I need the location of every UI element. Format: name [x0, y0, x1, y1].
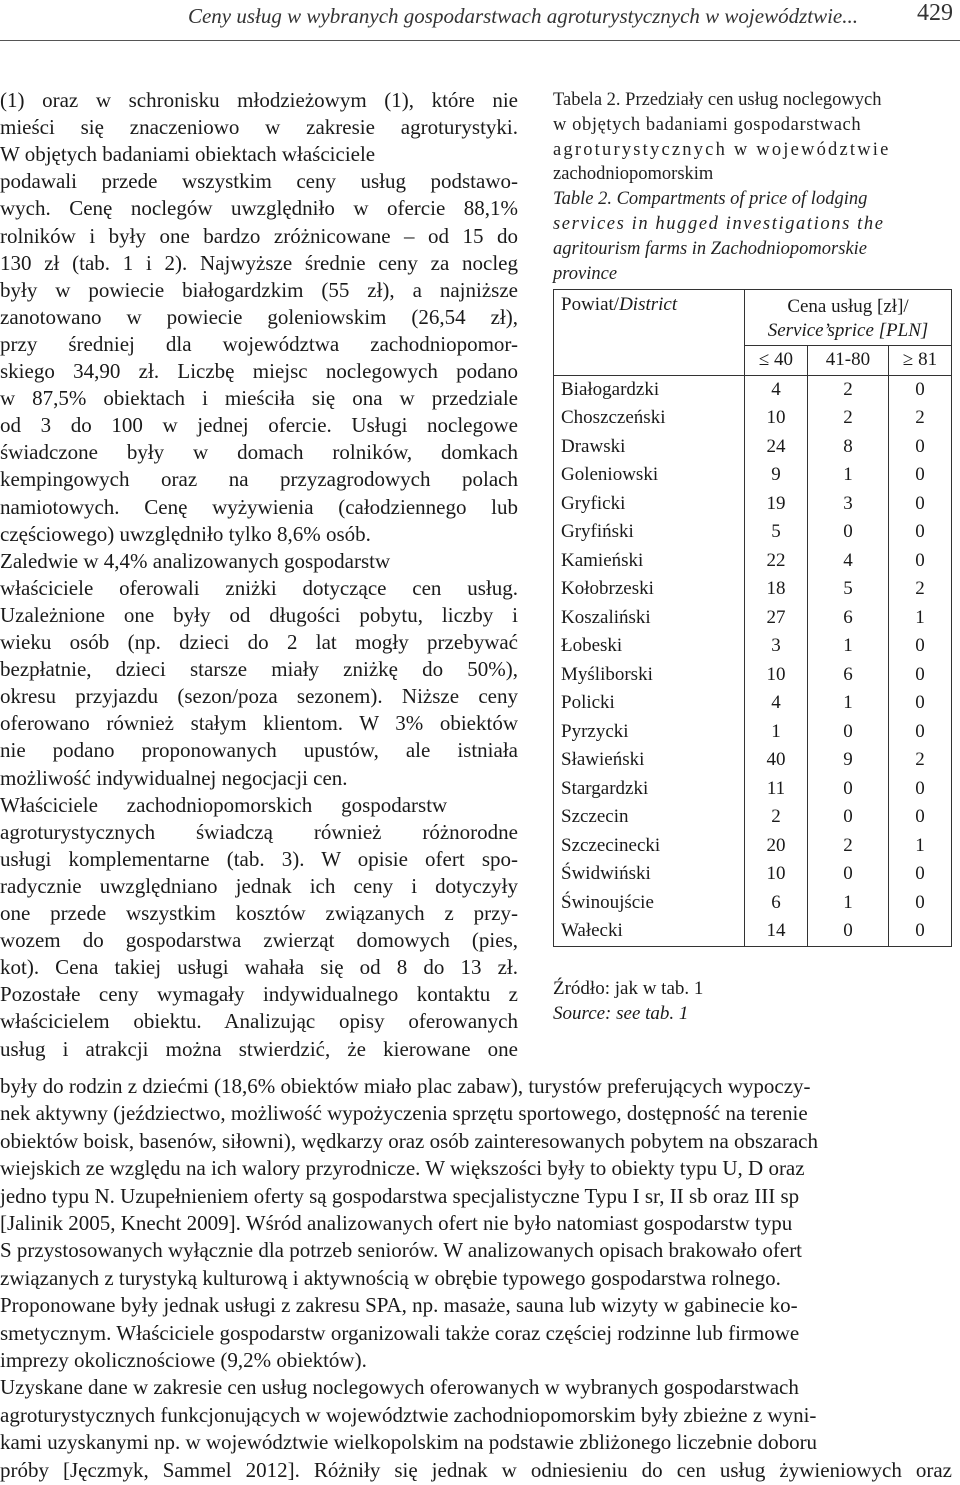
- count-cell: 14: [745, 917, 808, 946]
- header-district-en: District: [619, 294, 678, 315]
- caption-pl-line: w objętych badaniami gospodarstwach: [553, 114, 862, 135]
- count-cell: 1: [889, 604, 952, 633]
- header-price: [745, 290, 952, 346]
- count-cell: 0: [889, 917, 952, 946]
- text-line: usługi komplementarne (tab. 3). W opisie ofert spo-: [0, 846, 518, 871]
- text-line: skiego 34,90 zł. Liczbę miejsc noclegowych podano: [0, 359, 518, 383]
- district-name: Białogardzki: [554, 375, 745, 404]
- district-name: Świnoujście: [554, 889, 745, 918]
- count-cell: 1: [745, 718, 808, 747]
- text-line: Właściciele zachodniopomorskich gospodarstw: [0, 792, 448, 817]
- district-name: Stargardzki: [554, 775, 745, 804]
- district-name: Kołobrzeski: [554, 575, 745, 604]
- table-row: [554, 461, 952, 490]
- district-name: Policki: [554, 689, 745, 718]
- count-cell: 0: [889, 375, 952, 404]
- count-cell: 9: [745, 461, 808, 490]
- text-line: właściciele oferowali zniżki dotyczące cen usług.: [0, 575, 518, 600]
- table-row: [554, 889, 952, 918]
- text-line: wozem do gospodarstwa zwierząt domowych (pies,: [0, 928, 518, 953]
- text-line: imprezy okolicznościowe (9,2% obiektów).: [0, 1348, 367, 1372]
- district-name: Szczecinecki: [554, 832, 745, 861]
- district-name: Wałecki: [554, 917, 745, 946]
- count-cell: 3: [807, 490, 888, 519]
- caption-en-line: Table 2. Compartments of price of lodging: [553, 189, 868, 210]
- table-row: [554, 775, 952, 804]
- district-name: Łobeski: [554, 632, 745, 661]
- count-cell: 0: [807, 718, 888, 747]
- text-line: [Jalinik 2005, Knecht 2009]. Wśród analizowanych ofert nie było natomiast gospodarstw typu: [0, 1211, 793, 1235]
- text-line: kempingowych oraz na przyzagrodowych polach: [0, 467, 518, 492]
- count-cell: 2: [745, 803, 808, 832]
- price-range-table: [553, 289, 952, 947]
- count-cell: 0: [889, 889, 952, 918]
- count-cell: 0: [889, 632, 952, 661]
- count-cell: 0: [889, 803, 952, 832]
- text-line: nek aktywny (jeździectwo, możliwość wypożyczenia sprzętu sportowego, dostępność na terenie: [0, 1101, 808, 1126]
- count-cell: 10: [745, 661, 808, 690]
- district-name: Drawski: [554, 433, 745, 462]
- count-cell: 1: [807, 689, 888, 718]
- count-cell: 22: [745, 547, 808, 576]
- table-row: [554, 518, 952, 547]
- district-name: Sławieński: [554, 746, 745, 775]
- table-row: [554, 661, 952, 690]
- text-line: właścicielem obiektu. Analizując opisy oferowanych: [0, 1009, 518, 1034]
- text-line: możliwość indywidualnej negocjacji cen.: [0, 765, 348, 790]
- district-name: Świdwiński: [554, 860, 745, 889]
- count-cell: 0: [807, 917, 888, 946]
- count-cell: 6: [745, 889, 808, 918]
- district-name: Myśliborski: [554, 661, 745, 690]
- text-line: Uzyskane dane w zakresie cen usług noclegowych oferowanych w wybranych gospodarstwach: [0, 1375, 799, 1400]
- text-line: (1) oraz w schronisku młodzieżowym (1), które nie: [0, 88, 518, 112]
- text-line: świadczone były w domach rolników, domkach: [0, 440, 518, 465]
- district-name: Gryficki: [554, 490, 745, 519]
- subheader-low: ≤ 40: [745, 346, 808, 376]
- district-name: Szczecin: [554, 803, 745, 832]
- table-caption: [553, 88, 958, 286]
- text-line: kami uzyskanymi np. w województwie wielkopolskim na podstawie zbliżonego liczebnie doboru: [0, 1430, 818, 1455]
- text-line: smetycznym. Właściciele gospodarstw organizowali także coraz częściej rodzinne lub firmowe: [0, 1320, 800, 1345]
- text-line: usług i atrakcji można stwierdzić, że kierowane one: [0, 1036, 518, 1061]
- count-cell: 27: [745, 604, 808, 633]
- count-cell: 10: [745, 860, 808, 889]
- text-line: wieku osób (np. dzieci do 2 lat mogły przebywać: [0, 630, 518, 654]
- text-line: obiektów boisk, basenów, siłowni), wędkarzy oraz osób zainteresowanych pobytem na obszarach: [0, 1128, 818, 1153]
- count-cell: 40: [745, 746, 808, 775]
- district-name: Choszczeński: [554, 404, 745, 433]
- text-line: 130 zł (tab. 1 i 2). Najwyższe średnie ceny za nocleg: [0, 250, 518, 275]
- count-cell: 4: [807, 547, 888, 576]
- text-line: były w powiecie białogardzkim (55 zł), a najniższe: [0, 277, 518, 302]
- table-row: [554, 632, 952, 661]
- text-line: nie podano proponowanych upustów, ale istniała: [0, 738, 518, 763]
- text-line: oferowano również stałym klientom. W 3% obiektów: [0, 711, 518, 736]
- text-line: od 3 do 100 w jednej ofercie. Usługi noclegowe: [0, 413, 518, 438]
- text-line: mieści się znaczeniowo w zakresie agroturystyki.: [0, 115, 518, 140]
- count-cell: 1: [807, 461, 888, 490]
- subheader-mid: 41-80: [807, 346, 888, 376]
- count-cell: 24: [745, 433, 808, 462]
- text-line: agroturystycznych świadczą również różnorodne: [0, 819, 518, 844]
- count-cell: 1: [807, 632, 888, 661]
- table-row: [554, 746, 952, 775]
- count-cell: 0: [889, 433, 952, 462]
- count-cell: 11: [745, 775, 808, 804]
- count-cell: 4: [745, 689, 808, 718]
- text-line: Uzależnione one były od długości pobytu, liczby i: [0, 602, 518, 627]
- text-line: Proponowane były jednak usługi z zakresu SPA, np. masaże, sauna lub wizyty w gabinecie ko-: [0, 1293, 798, 1318]
- count-cell: 0: [889, 775, 952, 804]
- subheader-high: ≥ 81: [889, 346, 952, 376]
- text-line: Zaledwie w 4,4% analizowanych gospodarstw: [0, 548, 391, 573]
- count-cell: 2: [889, 575, 952, 604]
- table-row: [554, 832, 952, 861]
- source-pl: Źródło: jak w tab. 1: [553, 978, 704, 999]
- text-line: próby [Jęczmyk, Sammel 2012]. Różniły się jednak w odniesieniu do cen usług żywieniowych oraz: [0, 1457, 952, 1482]
- table-row: [554, 803, 952, 832]
- source-en: Source: see tab. 1: [553, 1003, 689, 1024]
- count-cell: 8: [807, 433, 888, 462]
- text-line: S przystosowanych wyłącznie dla potrzeb seniorów. W analizowanych opisach brakowało ofert: [0, 1238, 803, 1263]
- count-cell: 0: [889, 689, 952, 718]
- text-line: bezpłatnie, dzieci starsze miały zniżkę do 50%),: [0, 657, 518, 682]
- header-price-pl: Cena usług [zł]/: [787, 295, 909, 317]
- text-line: związanych z turystyką kulturową i aktywnością w obrębie typowego gospodarstwa rolnego.: [0, 1265, 781, 1290]
- text-line: wiejskich ze względu na ich walory przyrodnicze. W większości były to obiekty typu U, D oraz: [0, 1156, 805, 1181]
- running-header: [0, 0, 960, 41]
- count-cell: 0: [807, 860, 888, 889]
- caption-pl-line: zachodniopomorskim: [553, 164, 714, 185]
- count-cell: 19: [745, 490, 808, 519]
- header-district-pl: Powiat/: [561, 294, 620, 315]
- district-name: Goleniowski: [554, 461, 745, 490]
- count-cell: 20: [745, 832, 808, 861]
- table-row: [554, 689, 952, 718]
- text-line: Pozostałe ceny wymagały indywidualnego kontaktu z: [0, 982, 518, 1007]
- count-cell: 5: [745, 518, 808, 547]
- count-cell: 2: [889, 404, 952, 433]
- text-line: okresu przyjazdu (sezon/poza sezonem). Niższe ceny: [0, 684, 518, 709]
- table-body: [554, 375, 952, 946]
- text-line: podawali przede wszystkim ceny usług podstawo-: [0, 169, 518, 194]
- count-cell: 6: [807, 604, 888, 633]
- count-cell: 2: [807, 404, 888, 433]
- count-cell: 0: [889, 490, 952, 519]
- text-line: namiotowych. Cenę wyżywienia (całodziennego lub: [0, 494, 518, 519]
- table-row: [554, 433, 952, 462]
- count-cell: 18: [745, 575, 808, 604]
- text-line: przy średniej dla województwa zachodniopomor-: [0, 331, 518, 356]
- caption-pl-line: agroturystycznych w województwie: [553, 139, 891, 160]
- header-price-en: Service’sprice [PLN]: [767, 319, 929, 341]
- table-row: [554, 375, 952, 404]
- table-row: [554, 404, 952, 433]
- text-line: w 87,5% obiektach i mieściła się ona w przedziale: [0, 386, 518, 411]
- page-number: 429: [917, 0, 953, 26]
- text-line: one przede wszystkim kosztów związanych z przy-: [0, 901, 518, 925]
- count-cell: 2: [889, 746, 952, 775]
- count-cell: 2: [807, 375, 888, 404]
- text-line: wych. Cenę noclegów uwzględniło w ofercie 88,1%: [0, 196, 518, 221]
- count-cell: 0: [889, 860, 952, 889]
- district-name: Kamieński: [554, 547, 745, 576]
- text-line: radycznie uwzględniano jednak ich ceny i dotyczyły: [0, 873, 518, 898]
- count-cell: 1: [807, 889, 888, 918]
- count-cell: 4: [745, 375, 808, 404]
- table-row: [554, 575, 952, 604]
- count-cell: 1: [889, 832, 952, 861]
- count-cell: 0: [807, 803, 888, 832]
- count-cell: 3: [745, 632, 808, 661]
- count-cell: 0: [807, 518, 888, 547]
- table-row: [554, 604, 952, 633]
- caption-en-line: services in hugged investigations the: [553, 213, 885, 234]
- text-line: jedno typu N. Uzupełnieniem oferty są gospodarstwa specjalistyczne Typu I sr, II sb oraz III sp: [0, 1183, 800, 1208]
- district-name: Pyrzycki: [554, 718, 745, 747]
- count-cell: 0: [889, 661, 952, 690]
- table-row: [554, 718, 952, 747]
- text-line: częściowego) uwzględniło tylko 8,6% osób.: [0, 521, 371, 546]
- district-name: Gryfiński: [554, 518, 745, 547]
- text-line: były do rodzin z dziećmi (18,6% obiektów miało plac zabaw), turystów preferujących wypoczy-: [0, 1074, 811, 1098]
- table-row: [554, 860, 952, 889]
- count-cell: 0: [889, 547, 952, 576]
- caption-pl-line: Tabela 2. Przedziały cen usług noclegowych: [553, 90, 882, 110]
- count-cell: 6: [807, 661, 888, 690]
- text-line: W objętych badaniami obiektach właściciele: [0, 142, 376, 167]
- district-name: Koszaliński: [554, 604, 745, 633]
- text-line: rolników i były one bardzo zróżnicowane – od 15 do: [0, 223, 518, 248]
- text-line: kot). Cena takiej usługi wahała się od 8 do 13 zł.: [0, 955, 518, 980]
- running-title: Ceny usług w wybranych gospodarstwach agroturystycznych w województwie...: [187, 4, 858, 28]
- count-cell: 9: [807, 746, 888, 775]
- count-cell: 2: [807, 832, 888, 861]
- count-cell: 0: [889, 718, 952, 747]
- count-cell: 5: [807, 575, 888, 604]
- table-source: [553, 976, 703, 1026]
- table-header-row: [554, 290, 952, 346]
- table-row: [554, 917, 952, 946]
- text-line: zanotowano w powiecie goleniowskim (26,54 zł),: [0, 304, 518, 329]
- count-cell: 0: [889, 518, 952, 547]
- header-district: [554, 290, 745, 376]
- count-cell: 10: [745, 404, 808, 433]
- table-row: [554, 490, 952, 519]
- text-line: agroturystycznych funkcjonujących w województwie zachodniopomorskim były zbieżne z wyni-: [0, 1402, 817, 1427]
- count-cell: 0: [889, 461, 952, 490]
- caption-en-line: agritourism farms in Zachodniopomorskie: [553, 238, 868, 259]
- caption-en-line: province: [553, 263, 618, 284]
- count-cell: 0: [807, 775, 888, 804]
- table-row: [554, 547, 952, 576]
